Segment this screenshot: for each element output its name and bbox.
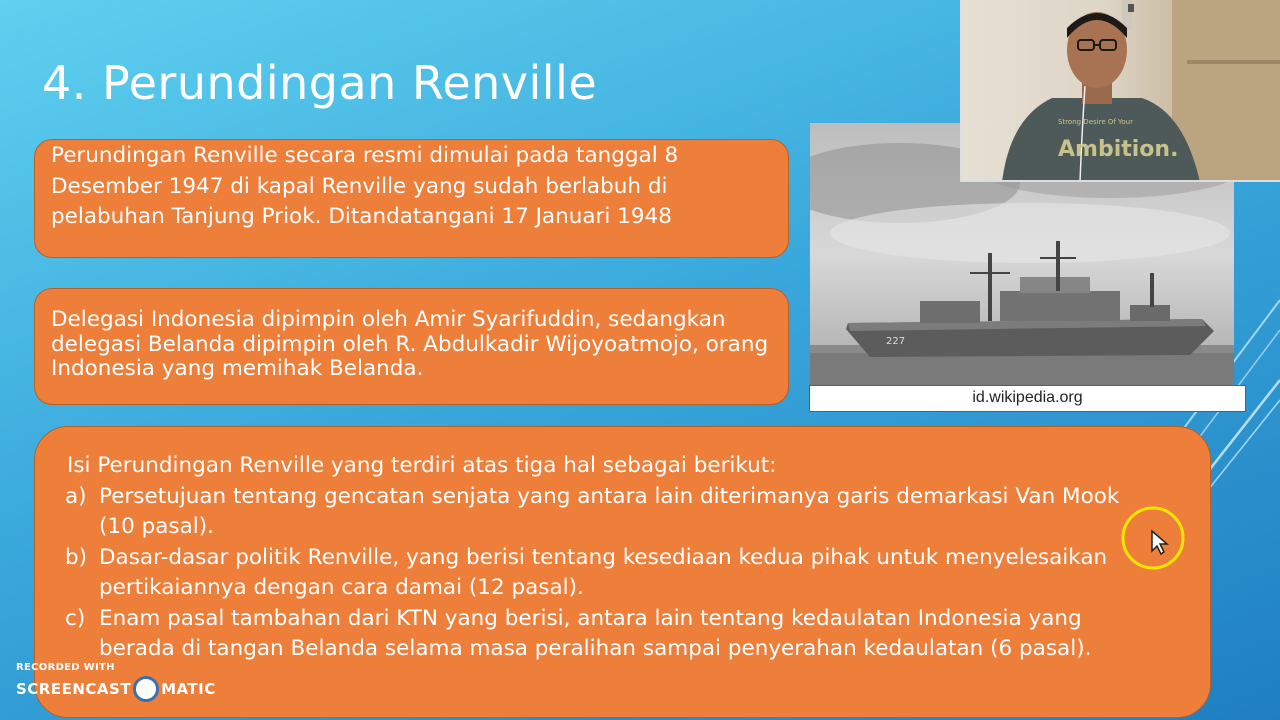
recording-watermark: [16, 662, 216, 702]
list-item: [65, 604, 1180, 665]
image-caption-text: id.wikipedia.org: [972, 389, 1083, 406]
info-box-dates: [34, 139, 789, 258]
hull-number: 227: [886, 336, 906, 347]
list-item-text: Persetujuan tentang gencatan senjata yang antara lain diterimanya garis demarkasi Van Mook (10 pasal).: [99, 483, 1120, 539]
list-item-text: Enam pasal tambahan dari KTN yang berisi, antara lain tentang kedaulatan Indonesia yang berada di tangan Belanda selama masa peralihan sampai penyerahan kedaulatan (6 pasal).: [99, 605, 1092, 661]
screencast-o-matic-logo-icon: [133, 676, 159, 702]
list-item-letter: a): [65, 483, 87, 509]
webcam-overlay: [960, 0, 1280, 182]
watermark-brand-b: MATIC: [161, 680, 216, 698]
shirt-small-text: Strong Desire Of Your: [1058, 118, 1133, 126]
slide-title: 4. Perundingan Renville: [42, 56, 598, 110]
list-item-letter: c): [65, 605, 86, 631]
watermark-line2: [16, 676, 216, 702]
presenter-video: [962, 0, 1280, 182]
watermark-brand-a: SCREENCAST: [16, 680, 132, 698]
list-item-text: Dasar-dasar politik Renville, yang berisi tentang kesediaan kedua pihak untuk menyelesaikan pertikaiannya dengan cara damai (12 pasal).: [99, 544, 1108, 600]
shirt-text: Ambition.: [1058, 137, 1179, 162]
list-item: [65, 543, 1180, 604]
list-item: [65, 482, 1180, 543]
watermark-line1: RECORDED WITH: [16, 662, 115, 673]
mouse-pointer-icon: [1119, 505, 1191, 571]
info-box-delegations: [34, 288, 789, 405]
info-box-delegations-text: Delegasi Indonesia dipimpin oleh Amir Syarifuddin, sedangkan delegasi Belanda dipimpin oleh R. Abdulkadir Wijoyoatmojo, orang Indonesia yang memihak Belanda.: [51, 307, 769, 381]
info-box-dates-text: Perundingan Renville secara resmi dimulai pada tanggal 8 Desember 1947 di kapal Renville yang sudah berlabuh di pelabuhan Tanjung Priok. Ditandatangani 17 Januari 1948: [51, 143, 679, 229]
list-item-letter: b): [65, 544, 88, 570]
image-caption: [809, 385, 1246, 412]
list-intro: Isi Perundingan Renville yang terdiri atas tiga hal sebagai berikut:: [67, 453, 777, 478]
